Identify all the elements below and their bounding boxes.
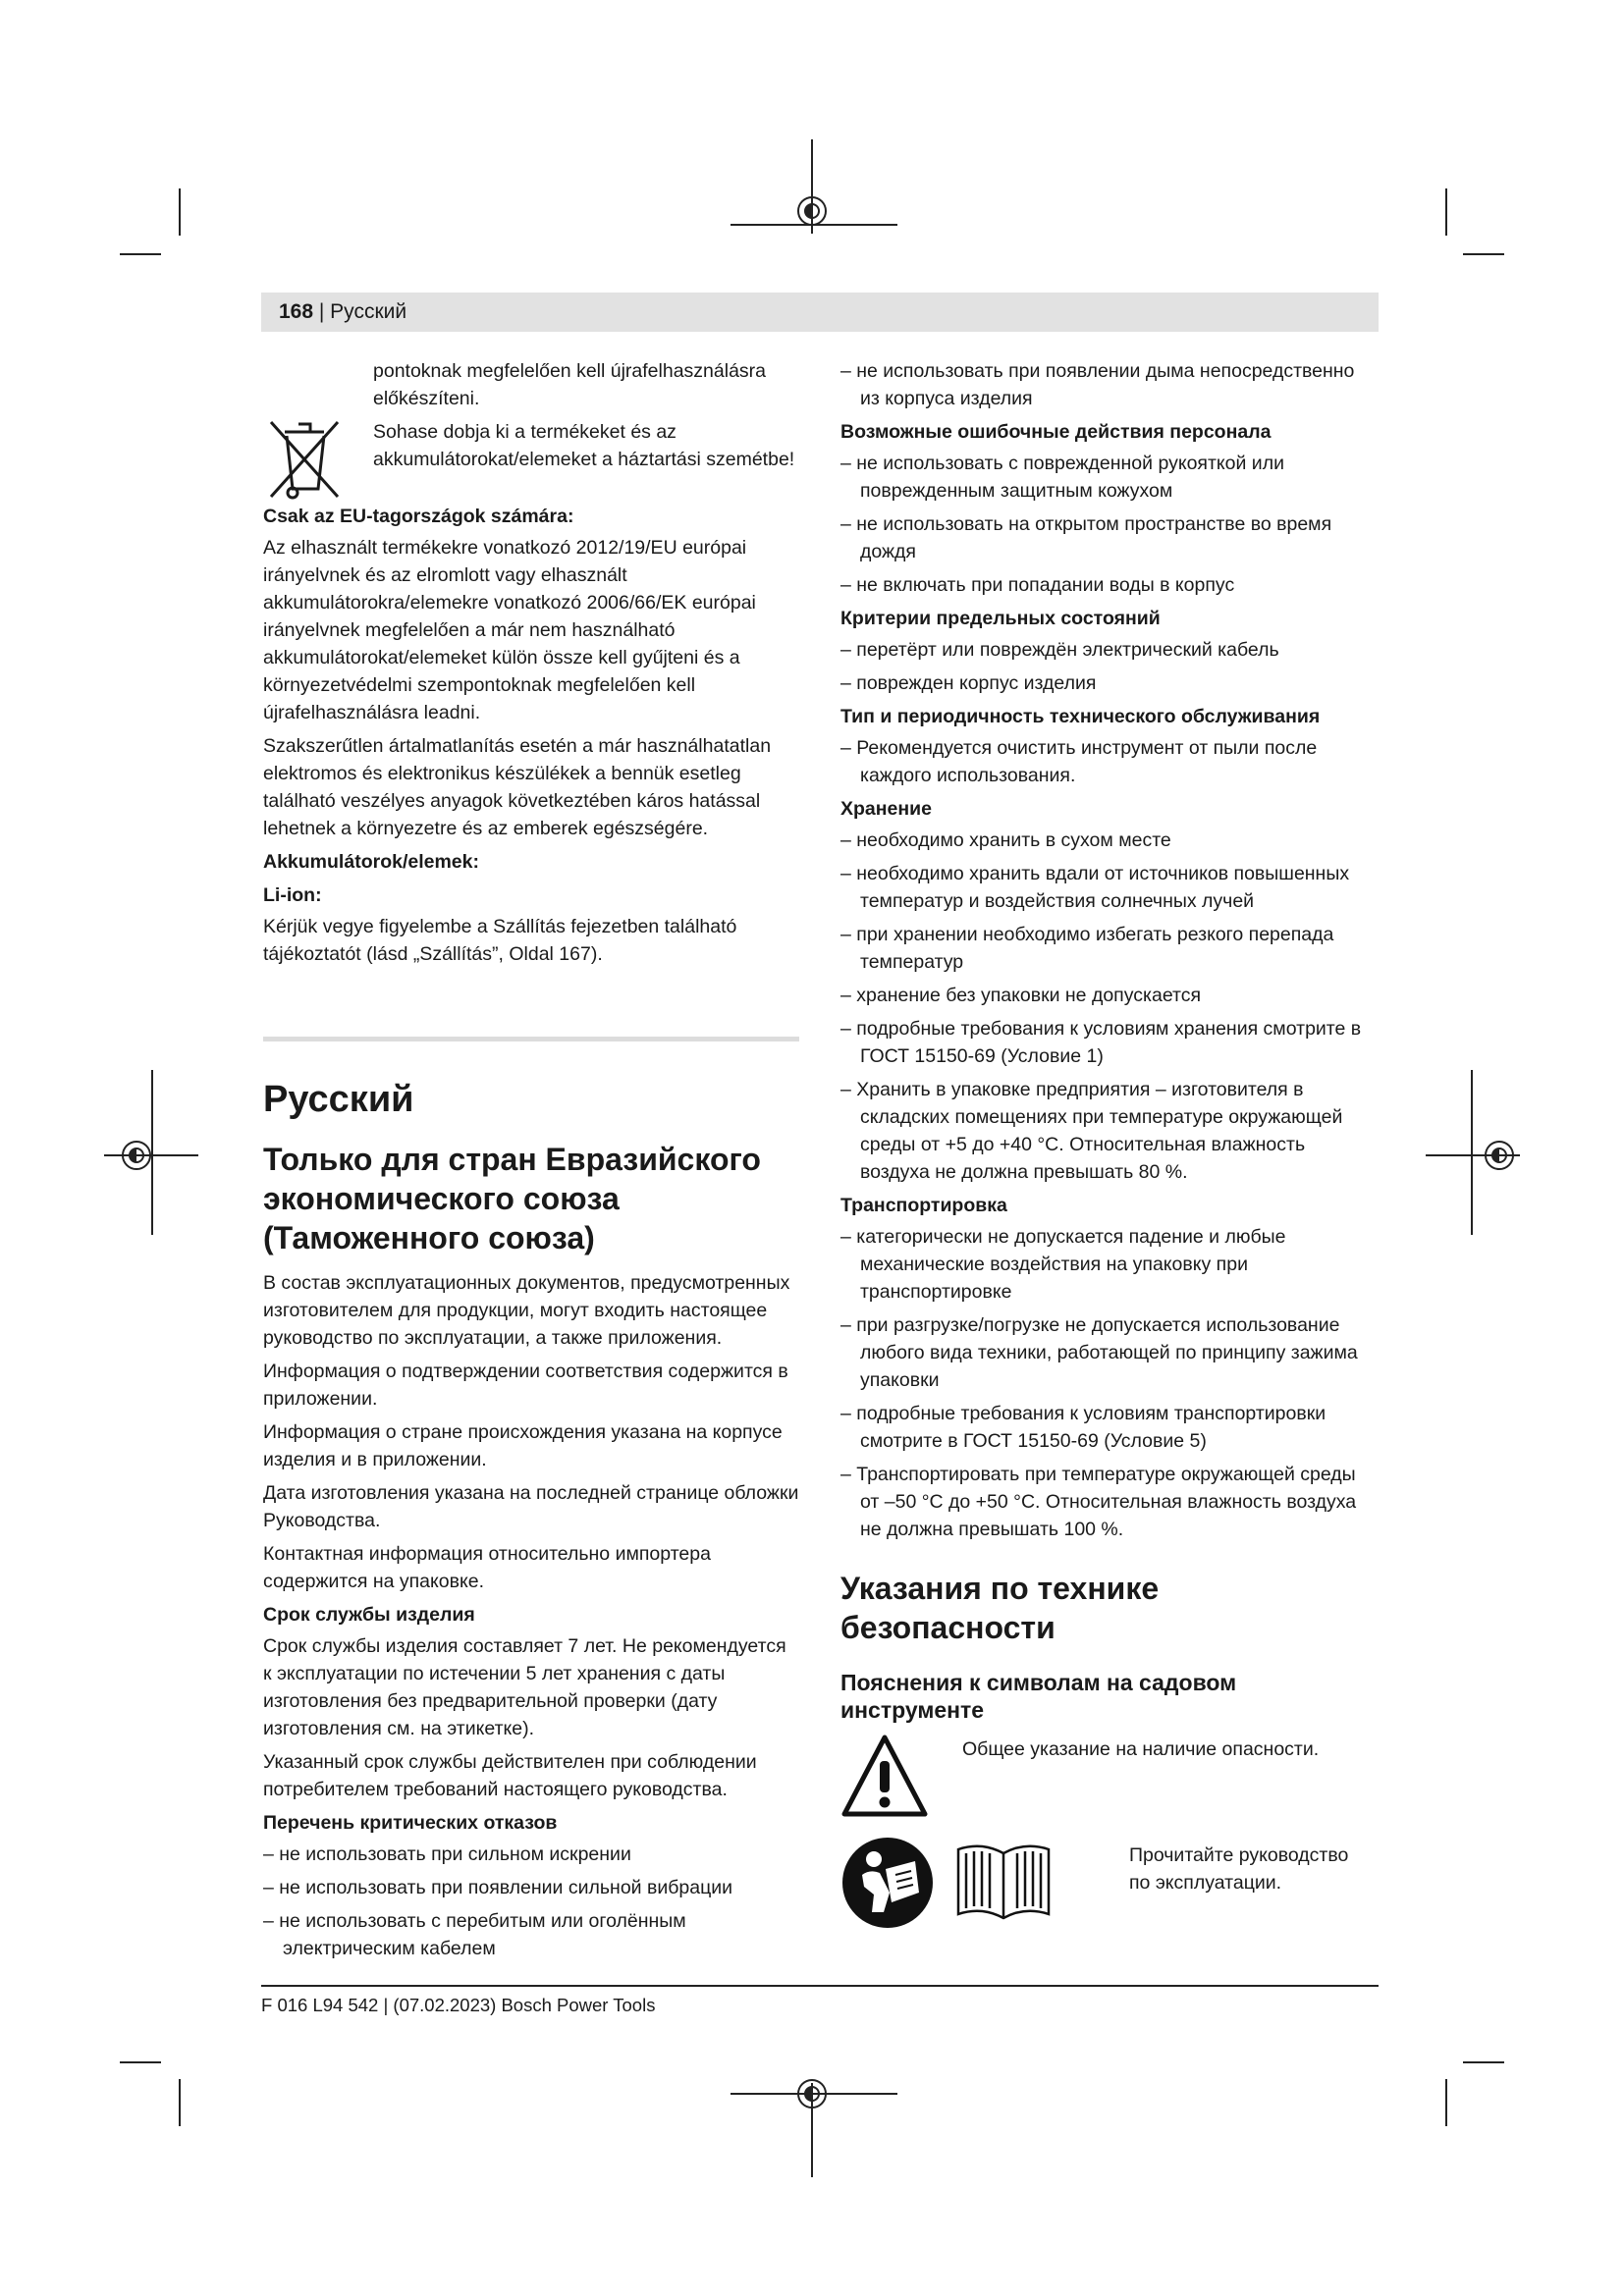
section-title: Русский [263, 1079, 414, 1120]
list-item: – не использовать с перебитым или оголённым электрическим кабелем [263, 1910, 686, 1959]
battery-heading: Akkumulátorok/elemek: [263, 851, 479, 873]
list-item: – при хранении необходимо избегать резкого перепада температур [840, 924, 1334, 973]
safety-title: Указания по технике безопасности [840, 1571, 1160, 1645]
eu-paragraph: Az elhasznált termékekre vonatkozó 2012/19/EU európai irányelvnek és az elromlott vagy elhasznált akkumulátorokra/elemekre vonatkozó 2006/66/EK európai irányelvnek megfelelően a már nem használható akkumulátorokat/elemeket külön össze kell gyűjteni és a környezetvédelmi szempontoknak megfelelően kell újrafelhasználásra leadni. [263, 537, 756, 723]
symbol-warning-text: Общее указание на наличие опасности. [962, 1738, 1320, 1760]
symbol-manual-text: Прочитайте руководство по эксплуатации. [1129, 1844, 1349, 1894]
page-header-text: 168 | Русский [279, 300, 407, 323]
recycle-text: Sohase dobja ki a termékeket és az akkumulátorokat/elemeket a háztartási szemétbe! [373, 421, 795, 470]
list-item: – хранение без упаковки не допускается [840, 985, 1202, 1006]
list-item: – не использовать при появлении дыма непосредственно из корпуса изделия [840, 360, 1355, 409]
limits-list [840, 636, 1379, 697]
list-item: – не включать при попадании воды в корпус [840, 574, 1235, 596]
eaeu-title: Только для стран Евразийского экономического союза (Таможенного союза) [263, 1142, 761, 1255]
liion-heading: Li-ion: [263, 884, 322, 906]
crop-mark [120, 253, 161, 255]
crop-mark [1445, 188, 1447, 236]
eaeu-paragraph: В состав эксплуатационных документов, предусмотренных изготовителем для продукции, могут входить настоящее руководство по эксплуатации, а также приложения. [263, 1272, 790, 1349]
eu-paragraph: Szakszerűtlen ártalmatlanítás esetén a már használhatatlan elektromos és elektronikus készülékek a bennük esetleg található veszélyes anyagok következtében káros hatással lehetnek a környezetre és az emberek egészségére. [263, 735, 772, 839]
list-item: – категорически не допускается падение и любые механические воздействия на упаковку при транспортировке [840, 1226, 1286, 1303]
eaeu-paragraph: Информация о стране происхождения указана на корпусе изделия и в приложении. [263, 1421, 783, 1470]
symbol-row-manual [840, 1836, 1379, 1934]
transport-list [840, 1223, 1379, 1543]
list-item: – при разгрузке/погрузке не допускается использование любого вида техники, работающей по принципу зажима упаковки [840, 1314, 1358, 1391]
page-footer: F 016 L94 542 | (07.02.2023) Bosch Power Tools [261, 1995, 656, 2015]
failures-list-continued [840, 357, 1379, 412]
warning-triangle-icon [840, 1734, 929, 1820]
maintenance-list [840, 734, 1379, 789]
crop-mark [179, 2079, 181, 2126]
footer-rule [261, 1985, 1379, 1987]
service-life-paragraph: Указанный срок службы действителен при соблюдении потребителем требований настоящего руководства. [263, 1751, 757, 1800]
list-item: – не использовать при сильном искрении [263, 1843, 631, 1865]
list-item: – необходимо хранить в сухом месте [840, 829, 1171, 851]
recycle-text: pontoknak megfelelően kell újrafelhasználásra előkészíteni. [373, 360, 766, 409]
crop-mark [1463, 253, 1504, 255]
errors-heading: Возможные ошибочные действия персонала [840, 421, 1272, 443]
read-manual-icon [840, 1836, 935, 1930]
errors-list [840, 450, 1379, 599]
open-book-icon [952, 1840, 1055, 1924]
header-language: Русский [330, 300, 407, 323]
list-item: – не использовать при появлении сильной вибрации [263, 1877, 733, 1898]
list-item: – не использовать с поврежденной рукояткой или поврежденным защитным кожухом [840, 453, 1284, 502]
service-life-heading: Срок службы изделия [263, 1604, 475, 1626]
storage-list [840, 827, 1379, 1186]
failures-list [263, 1841, 799, 1962]
left-column [263, 357, 799, 1968]
list-item: – поврежден корпус изделия [840, 672, 1097, 694]
list-item: – не использовать на открытом пространстве во время дождя [840, 513, 1332, 562]
failures-heading: Перечень критических отказов [263, 1812, 558, 1834]
list-item: – Транспортировать при температуре окружающей среды от –50 °C до +50 °C. Относительная влажность воздуха не должна превышать 100 %. [840, 1464, 1357, 1540]
page-header [261, 293, 1379, 332]
list-item: – перетёрт или повреждён электрический кабель [840, 639, 1279, 661]
crop-mark [1463, 2061, 1504, 2063]
list-item: – подробные требования к условиям транспортировки смотрите в ГОСТ 15150-69 (Условие 5) [840, 1403, 1326, 1452]
limits-heading: Критерии предельных состояний [840, 608, 1161, 629]
eaeu-paragraph: Дата изготовления указана на последней странице обложки Руководства. [263, 1482, 799, 1531]
list-item: – Хранить в упаковке предприятия – изготовителя в складских помещениях при температуре окружающей среды от +5 до +40 °C. Относительная влажность воздуха не должна превышать 80 %. [840, 1079, 1343, 1183]
crop-mark [179, 188, 181, 236]
storage-heading: Хранение [840, 798, 932, 820]
eu-heading: Csak az EU-tagországok számára: [263, 506, 574, 527]
service-life-paragraph: Срок службы изделия составляет 7 лет. Не рекомендуется к эксплуатации по истечении 5 лет хранения с даты изготовления без предварительной проверки (дату изготовления см. на этикетке). [263, 1635, 786, 1739]
maintenance-heading: Тип и периодичность технического обслуживания [840, 706, 1321, 727]
list-item: – подробные требования к условиям хранения смотрите в ГОСТ 15150-69 (Условие 1) [840, 1018, 1362, 1067]
eaeu-paragraph: Контактная информация относительно импортера содержится на упаковке. [263, 1543, 711, 1592]
eaeu-paragraph: Информация о подтверждении соответствия содержится в приложении. [263, 1361, 788, 1410]
crop-mark [120, 2061, 161, 2063]
registration-mark-icon [122, 1141, 151, 1170]
registration-mark-icon [797, 2079, 827, 2109]
section-divider [263, 1037, 799, 1041]
crop-mark [1445, 2079, 1447, 2126]
right-column [840, 357, 1379, 1934]
list-item: – Рекомендуется очистить инструмент от пыли после каждого использования. [840, 737, 1318, 786]
symbol-row-warning [840, 1734, 1379, 1826]
symbols-heading: Пояснения к символам на садовом инструменте [840, 1670, 1237, 1723]
registration-mark-icon [1485, 1141, 1514, 1170]
liion-text: Kérjük vegye figyelembe a Szállítás fejezetben található tájékoztatót (lásd „Szállítás”, Oldal 167). [263, 916, 737, 965]
page-number: 168 [279, 300, 314, 323]
transport-heading: Транспортировка [840, 1195, 1007, 1216]
list-item: – необходимо хранить вдали от источников повышенных температур и воздействия солнечных лучей [840, 863, 1350, 912]
registration-mark-icon [797, 196, 827, 226]
